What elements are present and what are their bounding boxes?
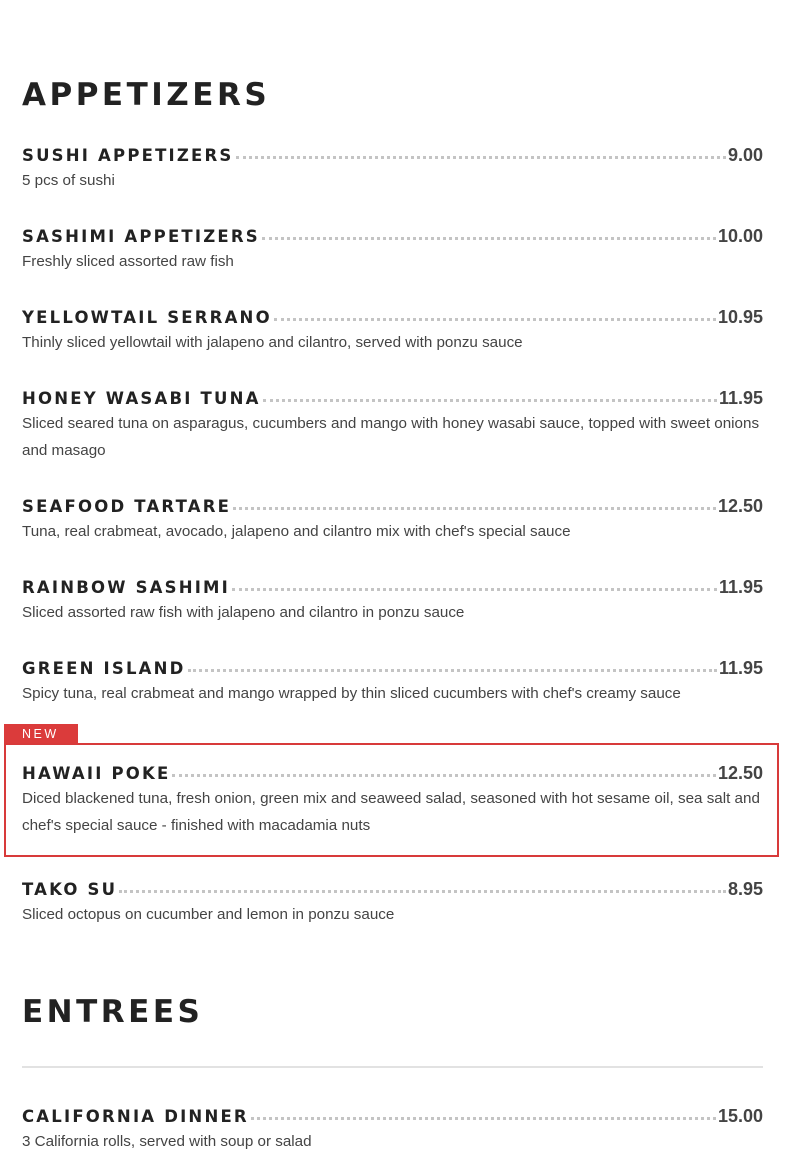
menu-item-header <box>22 762 763 785</box>
menu-item-description: Diced blackened tuna, fresh onion, green mix and seaweed salad, seasoned with hot sesame oil, sea salt and chef's special sauce - finished with macadamia nuts <box>22 790 760 834</box>
menu-item-featured <box>22 762 763 839</box>
menu-item-price: 9.00 <box>727 145 763 165</box>
menu-item-price: 11.95 <box>718 658 763 678</box>
menu-item-description: Sliced assorted raw fish with jalapeno and cilantro in ponzu sauce <box>22 604 465 621</box>
menu-item-header <box>22 576 763 599</box>
menu-item-description: 5 pcs of sushi <box>22 172 115 189</box>
menu-item-header <box>22 144 763 167</box>
menu-item-price: 10.00 <box>717 226 763 246</box>
menu-item-description: Thinly sliced yellowtail with jalapeno and cilantro, served with ponzu sauce <box>22 334 523 351</box>
dot-leader <box>274 318 716 321</box>
menu-item-price: 8.95 <box>727 879 763 899</box>
menu-item <box>22 1105 763 1155</box>
menu-item-name: SEAFOOD TARTARE <box>22 497 232 516</box>
menu-item-header <box>22 387 763 410</box>
menu-item-price: 15.00 <box>717 1106 763 1126</box>
menu-item-price: 10.95 <box>717 307 763 327</box>
dot-leader <box>119 890 726 893</box>
menu-item-name: GREEN ISLAND <box>22 659 186 678</box>
dot-leader <box>172 774 715 777</box>
menu-item-description: Tuna, real crabmeat, avocado, jalapeno and cilantro mix with chef's special sauce <box>22 523 571 540</box>
menu-item <box>22 878 763 928</box>
menu-item-price: 12.50 <box>717 496 763 516</box>
new-badge: NEW <box>4 724 78 744</box>
menu-item <box>22 387 763 464</box>
menu-item-header <box>22 1105 763 1128</box>
menu-item-header <box>22 495 763 518</box>
section-divider <box>22 1066 763 1068</box>
menu-item-header <box>22 225 763 248</box>
menu-item-name: TAKO SU <box>22 880 118 899</box>
menu-item-name: HONEY WASABI TUNA <box>22 389 261 408</box>
menu-item-description: Freshly sliced assorted raw fish <box>22 253 234 270</box>
menu-item-name: RAINBOW SASHIMI <box>22 578 231 597</box>
menu-item-name: CALIFORNIA DINNER <box>22 1107 249 1126</box>
dot-leader <box>233 507 716 510</box>
menu-item <box>22 306 763 356</box>
menu-item-description: Sliced seared tuna on asparagus, cucumbers and mango with honey wasabi sauce, topped with sweet onions and masago <box>22 415 760 459</box>
menu-item-header <box>22 306 763 329</box>
menu-item <box>22 495 763 545</box>
dot-leader <box>188 669 717 672</box>
section-title-entrees: ENTREES <box>22 994 204 1030</box>
dot-leader <box>251 1117 716 1120</box>
menu-item-header <box>22 657 763 680</box>
dot-leader <box>232 588 717 591</box>
menu-item <box>22 144 763 194</box>
dot-leader <box>262 237 716 240</box>
menu-item-description: 3 California rolls, served with soup or salad <box>22 1133 312 1150</box>
dot-leader <box>263 399 717 402</box>
menu-item <box>22 225 763 275</box>
menu-item <box>22 576 763 626</box>
menu-item-description: Spicy tuna, real crabmeat and mango wrapped by thin sliced cucumbers with chef's creamy sauce <box>22 685 681 702</box>
menu-item-name: SUSHI APPETIZERS <box>22 146 234 165</box>
menu-item-name: YELLOWTAIL SERRANO <box>22 308 272 327</box>
menu-item <box>22 657 763 707</box>
menu-item-name: HAWAII POKE <box>22 764 171 783</box>
menu-item-name: SASHIMI APPETIZERS <box>22 227 260 246</box>
menu-item-price: 11.95 <box>718 388 763 408</box>
dot-leader <box>236 156 726 159</box>
menu-item-price: 11.95 <box>718 577 763 597</box>
section-title-appetizers: APPETIZERS <box>22 77 271 113</box>
menu-item-header <box>22 878 763 901</box>
menu-item-price: 12.50 <box>717 763 763 783</box>
menu-item-description: Sliced octopus on cucumber and lemon in ponzu sauce <box>22 906 395 923</box>
